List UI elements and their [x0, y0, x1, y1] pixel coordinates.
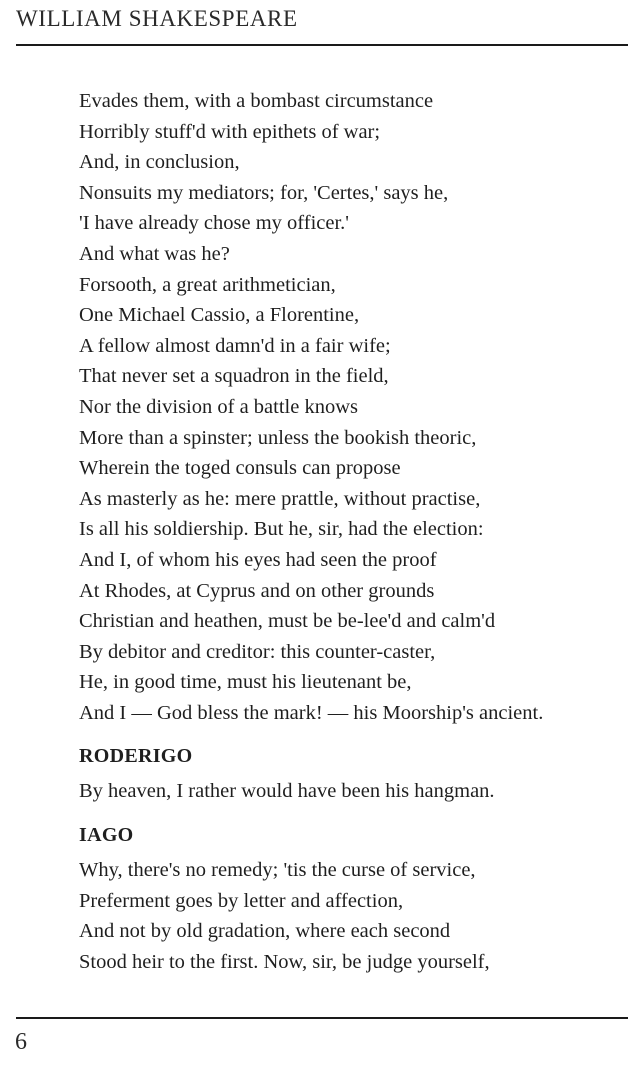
verse-line: By heaven, I rather would have been his hangman. [79, 780, 495, 803]
verse-line: A fellow almost damn'd in a fair wife; [79, 334, 391, 357]
verse-line: Preferment goes by letter and affection, [79, 889, 404, 912]
verse-line: As masterly as he: mere prattle, without practise, [79, 487, 481, 510]
verse-line: One Michael Cassio, a Florentine, [79, 304, 360, 327]
verse-passage [79, 86, 629, 728]
verse-line: Horribly stuff'd with epithets of war; [79, 120, 381, 143]
page-body [79, 86, 629, 977]
speech-roderigo [79, 776, 629, 807]
speaker-name-roderigo: RODERIGO [79, 745, 193, 768]
verse-line: And I — God bless the mark! — his Moorship's ancient. [79, 701, 544, 724]
verse-line: 'I have already chose my officer.' [79, 212, 349, 235]
verse-line: He, in good time, must his lieutenant be, [79, 671, 412, 694]
speech-iago [79, 855, 629, 977]
verse-line: Wherein the toged consuls can propose [79, 457, 401, 480]
footer-rule [16, 1017, 628, 1019]
speaker-name-iago: IAGO [79, 824, 134, 847]
verse-line: Evades them, with a bombast circumstance [79, 90, 434, 112]
verse-line: Nonsuits my mediators; for, 'Certes,' says he, [79, 181, 449, 204]
page-number: 6 [15, 1029, 27, 1055]
verse-line: Stood heir to the first. Now, sir, be judge yourself, [79, 950, 490, 973]
verse-line: More than a spinster; unless the bookish theoric, [79, 426, 477, 449]
verse-line: And I, of whom his eyes had seen the proof [79, 548, 437, 571]
header-rule [16, 44, 628, 46]
verse-line: And what was he? [79, 242, 230, 265]
verse-line: Forsooth, a great arithmetician, [79, 273, 336, 296]
verse-line: And, in conclusion, [79, 151, 240, 174]
verse-line: At Rhodes, at Cyprus and on other grounds [79, 579, 435, 602]
verse-line: Nor the division of a battle knows [79, 395, 358, 418]
verse-line: That never set a squadron in the field, [79, 365, 389, 388]
verse-line: Is all his soldiership. But he, sir, had the election: [79, 518, 484, 541]
verse-line: Why, there's no remedy; 'tis the curse of service, [79, 859, 476, 882]
verse-line: Christian and heathen, must be be-lee'd and calm'd [79, 610, 496, 633]
verse-line: And not by old gradation, where each second [79, 920, 451, 943]
verse-line: By debitor and creditor: this counter-caster, [79, 640, 436, 663]
running-header: WILLIAM SHAKESPEARE [16, 6, 298, 31]
